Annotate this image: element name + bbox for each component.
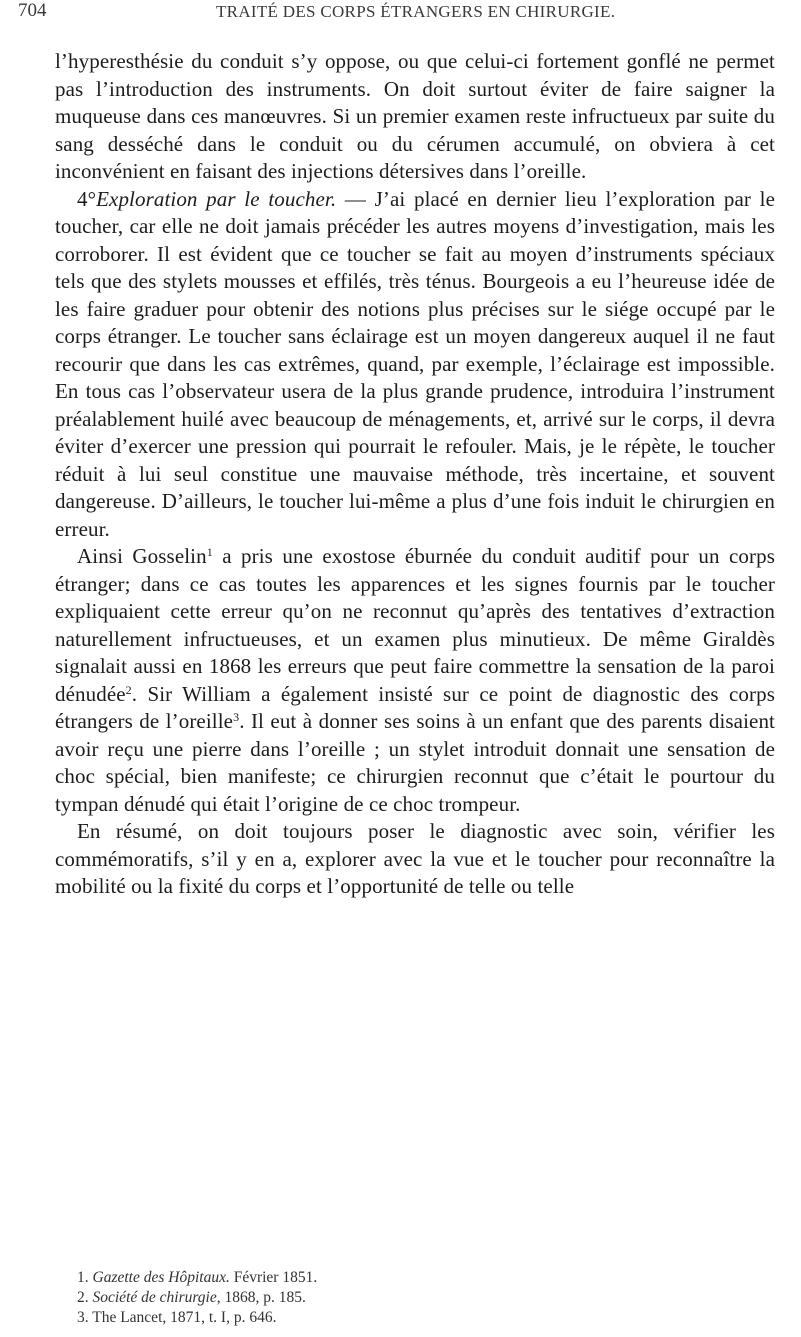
footnote-detail: , 1868, p. 185. xyxy=(216,1289,306,1306)
footnote-2 xyxy=(55,1288,775,1308)
footnote-detail: Février 1851. xyxy=(229,1269,318,1286)
footnote-number: 1. xyxy=(77,1269,89,1286)
footnote-ref-1: 1 xyxy=(206,545,213,559)
paragraph-exploration xyxy=(55,186,775,544)
page-header xyxy=(18,0,781,30)
footnotes xyxy=(55,1268,775,1328)
footnote-number: 2. xyxy=(77,1289,89,1306)
paragraph-text: a pris une exostose éburnée du conduit auditif pour un corps étranger; dans ce cas toutes les apparences et les signes fournis par le toucher expliquaient cette erreur qu’on ne reconnut qu’après des tentatives d’extraction naturellement infructueuses, et un examen plus minutieux. De même Giraldès signalait aussi en 1868 les erreurs que peut faire commettre la sensation de la paroi dénudée xyxy=(55,544,775,706)
paragraph-gosselin xyxy=(55,543,775,818)
paragraph-text: . Sir William a également insisté sur ce point de diagnostic des corps étrangers de l’oreille xyxy=(55,681,775,733)
page-number: 704 xyxy=(18,0,47,21)
running-title: TRAITÉ DES CORPS ÉTRANGERS EN CHIRURGIE. xyxy=(216,2,616,21)
footnote-3 xyxy=(55,1308,775,1328)
body-text xyxy=(55,48,775,901)
section-title: Exploration par le toucher. xyxy=(96,186,337,211)
paragraph-text: Ainsi Gosselin xyxy=(77,544,207,568)
footnote-source: Société de chirurgie xyxy=(92,1289,217,1306)
footnote-1 xyxy=(55,1268,775,1288)
footnote-source: Gazette des Hôpitaux. xyxy=(92,1269,230,1286)
footnote-ref-3: 3 xyxy=(233,710,240,724)
footnote-number: 3. xyxy=(77,1309,89,1326)
section-number: 4° xyxy=(77,186,97,211)
footnote-ref-2: 2 xyxy=(125,682,132,697)
footnote-detail: The Lancet, 1871, t. I, p. 646. xyxy=(92,1309,277,1326)
paragraph-summary: En résumé, on doit toujours poser le diagnostic avec soin, vérifier les commémoratifs, s’il y en a, explorer avec la vue et le toucher pour reconnaître la mobilité ou la fixité du corps et l’opportunité de telle ou telle xyxy=(55,819,775,898)
paragraph-1: l’hyperesthésie du conduit s’y oppose, ou que celui-ci fortement gonflé ne permet pas l’introduction des instruments. On doit surtout éviter de faire saigner la muqueuse dans ces manœuvres. Si un premier examen reste infructueux par suite du sang desséché dans le conduit ou du cérumen accumulé, on obviera à cet inconvénient en faisant des injections détersives dans l’oreille. xyxy=(55,49,775,183)
paragraph-text: . Il eut à donner ses soins à un enfant que des parents disaient avoir reçu une pierre dans l’oreille ; un stylet introduit donnait une sensation de choc spécial, bien manifeste; ce chirurgien reconnut que c’était le pourtour du tympan dénudé qui était l’origine de ce choc trompeur. xyxy=(55,709,775,816)
section-text: — J’ai placé en dernier lieu l’exploration par le toucher, car elle ne doit jamais précéder les autres moyens d’investigation, mais les corroborer. Il est évident que ce toucher se fait au moyen d’instruments spéciaux tels que des stylets mousses et effilés, très ténus. Bourgeois a eu l’heureuse idée de les faire graduer pour obtenir des notions plus précises sur le siége occupé par le corps étranger. Le toucher sans éclairage est un moyen dangereux auquel il ne faut recourir que dans les cas extrêmes, quand, par exemple, l’éclairage est impossible. En tous cas l’observateur usera de la plus grande prudence, introduira l’instrument préalablement huilé avec beaucoup de ménagements, et, arrivé sur le corps, il devra éviter d’exercer une pression qui pourrait le refouler. Mais, je le répète, le toucher réduit à lui seul constitue une mauvaise méthode, très incertaine, et souvent dangereuse. D’ailleurs, le toucher lui-même a plus d’une fois induit le chirurgien en erreur. xyxy=(55,186,775,541)
